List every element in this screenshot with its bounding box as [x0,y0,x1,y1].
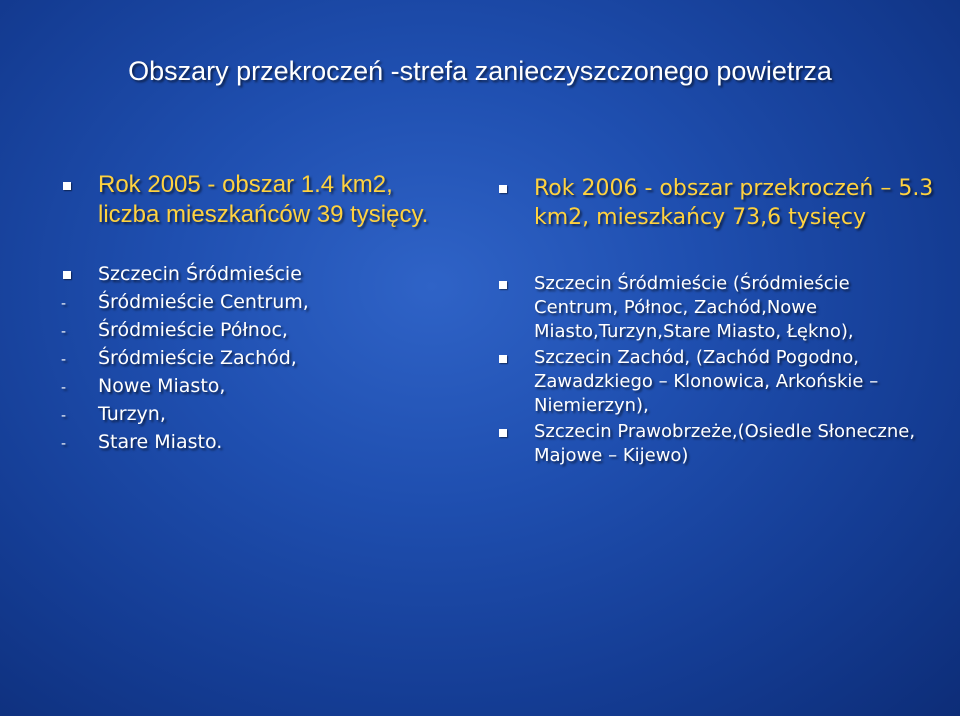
list-item-text: Stare Miasto. [98,431,223,453]
list-item-text: Szczecin Śródmieście (Śródmieście Centrum, Północ, Zachód,Nowe Miasto,Turzyn,Stare Miasto, Łękno), [534,273,854,342]
left-district-header [58,260,438,288]
dash-bullet-icon: - [61,352,67,368]
list-item [496,346,936,418]
left-column [58,170,438,456]
list-item [58,428,438,456]
square-bullet-icon [499,429,507,437]
left-district-header-text: Szczecin Śródmieście [98,263,302,285]
dash-bullet-icon: - [61,436,67,452]
list-item-text: Szczecin Zachód, (Zachód Pogodno, Zawadzkiego – Klonowica, Arkońskie – Niemierzyn), [534,347,879,416]
left-headline [58,170,438,230]
dash-bullet-icon: - [61,324,67,340]
list-item-text: Śródmieście Zachód, [98,347,297,369]
list-item [496,420,936,468]
square-bullet-icon [63,271,71,279]
square-bullet-icon [63,182,71,190]
right-headline [496,174,936,232]
square-bullet-icon [499,185,507,193]
dash-bullet-icon: - [61,380,67,396]
dash-bullet-icon: - [61,408,67,424]
slide-title: Obszary przekroczeń -strefa zanieczyszczonego powietrza [128,56,832,86]
list-item-text: Szczecin Prawobrzeże,(Osiedle Słoneczne, Majowe – Kijewo) [534,421,916,466]
square-bullet-icon [499,281,507,289]
list-item-text: Śródmieście Centrum, [98,291,309,313]
dash-bullet-icon: - [61,296,67,312]
list-item [58,316,438,344]
right-column [496,174,936,468]
list-item-text: Nowe Miasto, [98,375,226,397]
list-item-text: Turzyn, [98,403,166,425]
square-bullet-icon [499,355,507,363]
list-item [58,400,438,428]
list-item [58,288,438,316]
left-headline-text: Rok 2005 - obszar 1.4 km2, liczba mieszkańców 39 tysięcy. [98,171,429,228]
list-item-text: Śródmieście Północ, [98,319,288,341]
list-item [58,344,438,372]
list-item [496,272,936,344]
right-headline-text: Rok 2006 - obszar przekroczeń – 5.3 km2, mieszkańcy 73,6 tysięcy [534,176,934,230]
list-item [58,372,438,400]
